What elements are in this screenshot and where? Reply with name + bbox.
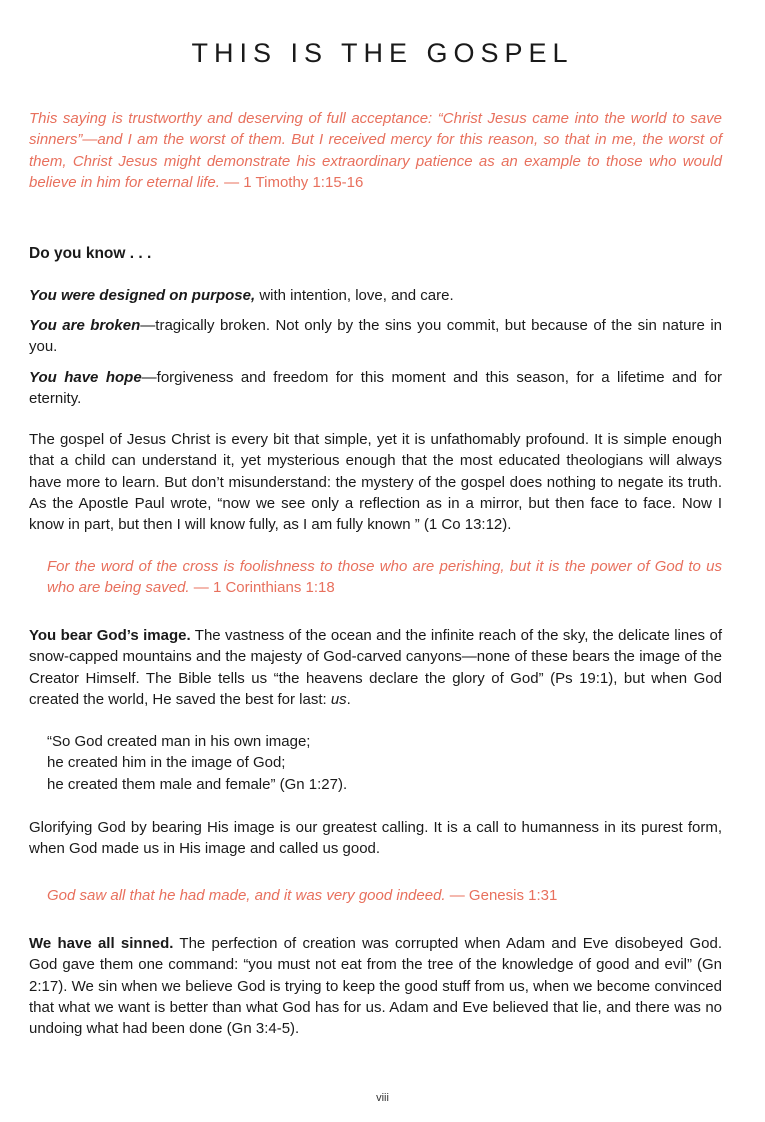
section-lead: You bear God’s image. — [29, 627, 191, 644]
poem-line: “So God created man in his own image; — [47, 733, 311, 750]
quote-reference: — 1 Corinthians 1:18 — [189, 579, 335, 597]
point-text: —tragically broken. Not only by the sins you commit, but because of the sin nature in you. — [29, 317, 723, 356]
quote-text: For the word of the cross is foolishness to those who are perishing, but it is the power of God to us who are being saved. — [47, 558, 722, 597]
section-text: The vastness of the ocean and the infinite reach of the sky, the delicate lines of snow-capped mountains and the majesty of God-carved canyons—none of these bears the image of the Creator Himself. The Bible tells us “the heavens declare the glory of God” (Ps 19:1), but when God created the world, He saved the best for last: — [29, 627, 722, 708]
opening-scripture-quote — [29, 108, 722, 193]
point-lead: You are broken — [29, 317, 141, 334]
quote-reference: — Genesis 1:31 — [445, 887, 558, 904]
calling-paragraph: Glorifying God by bearing His image is our greatest calling. It is a call to humanness in its purest form, when God made us in His image and called us good. — [29, 819, 722, 858]
quote-text: God saw all that he had made, and it was very good indeed. — [47, 887, 446, 904]
sinned-section-paragraph — [29, 933, 722, 1039]
point-hope — [29, 367, 722, 410]
point-text: with intention, love, and care. — [255, 287, 454, 304]
point-designed — [29, 285, 722, 306]
section-end: . — [346, 690, 351, 708]
genesis-quote — [47, 885, 722, 906]
point-lead: You were designed on purpose, — [29, 287, 256, 304]
section-text: The perfection of creation was corrupted when Adam and Eve disobeyed God. God gave them one command: “you must not eat from the tree of the knowledge of good and evil” (Gn 2:17). We sin when we believe God is trying to keep the good stuff from us, when we become convinced that what we want is better than what God has for us. Adam and Eve believed that lie, and there was no undoing what had been done (Gn 3:4-5). — [29, 935, 723, 1038]
section-lead: We have all sinned. — [29, 935, 174, 952]
corinthians-quote — [47, 556, 722, 599]
page-number: viii — [376, 1092, 389, 1104]
do-you-know-heading: Do you know . . . — [29, 245, 152, 262]
genesis-poem — [47, 731, 722, 795]
section-emphasis: us — [330, 690, 347, 708]
poem-line: he created them male and female” (Gn 1:27). — [47, 775, 348, 793]
point-broken — [29, 315, 722, 358]
quote-text: This saying is trustworthy and deserving of full acceptance: “Christ Jesus came into the world to save sinners”—and I am the worst of them. But I received mercy for this reason, so that in me, the worst of them, Christ Jesus might demonstrate his extraordinary patience as an example to those who would believe in him for eternal life. — [29, 110, 722, 191]
image-section-paragraph — [29, 625, 722, 710]
point-text: —forgiveness and freedom for this moment and this season, for a lifetime and for eternity. — [29, 369, 722, 408]
quote-reference: — 1 Timothy 1:15-16 — [219, 173, 364, 191]
poem-line: he created him in the image of God; — [47, 754, 286, 772]
page-title: THIS IS THE GOSPEL — [191, 38, 574, 68]
point-lead: You have hope — [29, 369, 142, 386]
gospel-paragraph: The gospel of Jesus Christ is every bit that simple, yet it is unfathomably profound. It is simple enough that a child can understand it, yet mysterious enough that the most educated theologians will always have more to learn. But don’t misunderstand: the mystery of the gospel does nothing to negate its truth. As the Apostle Paul wrote, “now we see only a reflection as in a mirror, but then face to face. Now I know in part, but then I will know fully, as I am fully known ” (1 Co 13:12). — [29, 431, 722, 534]
